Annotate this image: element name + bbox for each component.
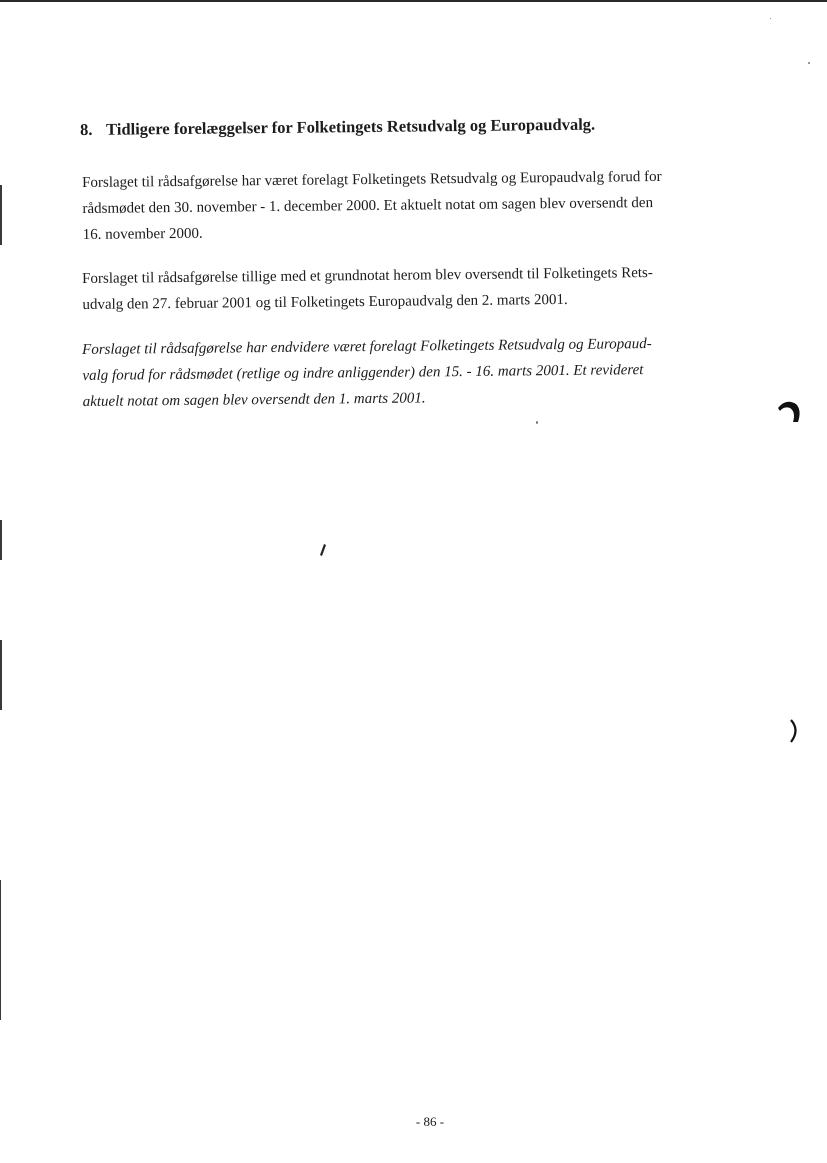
scan-left-edge [0, 640, 2, 710]
section-number: 8. [80, 119, 93, 139]
text-line: Forslaget til rådsafgørelse har endvidere været forelagt Folketingets Retsudvalg og Europaud- [82, 336, 652, 358]
section-heading [80, 113, 760, 140]
punch-hole-mark-icon [772, 396, 806, 430]
section-title: Tidligere forelæggelser for Folketingets Retsudvalg og Europaudvalg. [105, 114, 596, 139]
scan-speck [770, 18, 771, 19]
text-line: Forslaget til rådsafgørelse har været forelagt Folketingets Retsudvalg og Europaudvalg forud for [82, 168, 662, 191]
text-line: rådsmødet den 30. november - 1. december 2000. Et aktuelt notat om sagen blev oversendt den [82, 195, 654, 217]
text-line: Forslaget til rådsafgørelse tillige med et grundnotat herom blev oversendt til Folketingets Rets- [82, 265, 653, 287]
scan-artifact-icon [318, 543, 328, 557]
paragraph-2 [82, 259, 743, 318]
scan-top-rule [0, 0, 827, 2]
text-line: udvalg den 27. februar 2001 og til Folketingets Europaudvalg den 2. marts 2001. [82, 291, 568, 313]
scan-speck [808, 62, 810, 64]
text-line: valg forud for rådsmødet (retlige og indre anliggender) den 15. - 16. marts 2001. Et revideret [82, 362, 644, 384]
scan-left-edge [0, 520, 2, 560]
page-number: - 86 - [415, 1114, 445, 1129]
paragraph-1 [82, 163, 743, 248]
scan-speck [536, 421, 538, 424]
text-line: aktuelt notat om sagen blev oversendt den 1. marts 2001. [82, 390, 426, 410]
scan-left-edge [0, 185, 2, 245]
punch-hole-mark-icon [786, 716, 806, 746]
paragraph-3-italic [82, 330, 743, 415]
text-line: 16. november 2000. [82, 225, 203, 243]
scan-left-edge [0, 880, 1, 1020]
